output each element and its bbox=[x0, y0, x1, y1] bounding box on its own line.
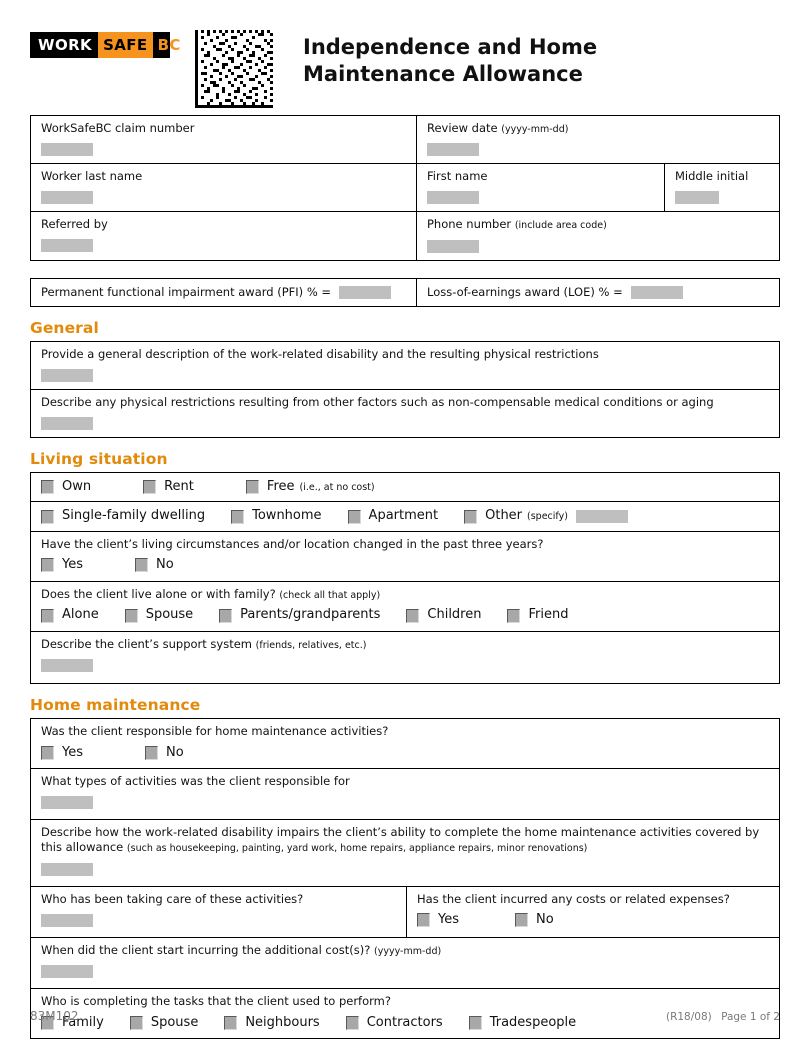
checkbox-icon[interactable] bbox=[135, 558, 148, 572]
last-name-input[interactable] bbox=[41, 191, 93, 204]
page-header bbox=[30, 0, 780, 115]
review-date-input[interactable] bbox=[427, 143, 479, 156]
living-situation-table bbox=[30, 472, 780, 684]
costs-incurred-cell bbox=[406, 887, 779, 937]
data-matrix-barcode-icon bbox=[195, 30, 273, 108]
checkbox-label: No bbox=[166, 744, 184, 760]
pfi-award-label: Permanent functional impairment award (PFI) % = bbox=[41, 284, 332, 299]
checkbox-label: Yes bbox=[62, 557, 83, 573]
start-date-hint: (yyyy-mm-dd) bbox=[374, 945, 442, 957]
activity-types-cell bbox=[31, 769, 779, 819]
checkbox-label: No bbox=[156, 557, 174, 573]
general-table bbox=[30, 341, 780, 438]
table-row bbox=[31, 582, 779, 632]
checkbox-icon[interactable] bbox=[246, 480, 259, 494]
table-row bbox=[31, 769, 779, 820]
living-changed-cell bbox=[31, 532, 779, 581]
page-footer bbox=[30, 1009, 780, 1023]
last-name-cell bbox=[31, 164, 416, 211]
other-dwelling-input[interactable] bbox=[576, 510, 628, 523]
table-row bbox=[31, 342, 779, 390]
checkbox-item-rent[interactable] bbox=[143, 480, 194, 494]
checkbox-label: Rent bbox=[164, 479, 194, 495]
loe-award-input[interactable] bbox=[631, 286, 683, 299]
review-date-hint: (yyyy-mm-dd) bbox=[501, 124, 569, 135]
checkbox-item-alone[interactable] bbox=[41, 608, 99, 622]
checkbox-label: Children bbox=[427, 607, 482, 623]
checkbox-label: Spouse bbox=[145, 607, 194, 623]
caretaker-cell bbox=[31, 887, 406, 937]
checkbox-icon[interactable] bbox=[406, 609, 419, 623]
household-hint: (check all that apply) bbox=[279, 589, 381, 601]
checkbox-icon[interactable] bbox=[507, 609, 520, 623]
checkbox-icon[interactable] bbox=[143, 480, 156, 494]
checkbox-icon[interactable] bbox=[41, 609, 54, 623]
table-row bbox=[31, 390, 779, 437]
checkbox-item-costs-no[interactable] bbox=[515, 913, 554, 927]
table-row bbox=[31, 938, 779, 989]
pfi-award-cell bbox=[31, 279, 416, 307]
checkbox-label: Other bbox=[485, 508, 523, 524]
caretaker-label: Who has been taking care of these activities? bbox=[41, 891, 304, 906]
checkbox-item-spouse[interactable] bbox=[125, 608, 193, 622]
page-title-line1: Independence and Home bbox=[303, 35, 598, 59]
phone-number-cell bbox=[416, 212, 779, 259]
checkbox-label: Alone bbox=[62, 607, 99, 623]
checkbox-icon[interactable] bbox=[515, 913, 528, 927]
review-date-label: Review date (yyyy-mm-dd) bbox=[427, 121, 569, 135]
checkbox-item-living-changed-no[interactable] bbox=[135, 558, 174, 572]
home-maintenance-table bbox=[30, 718, 780, 1039]
tenure-cell bbox=[31, 473, 779, 501]
review-date-cell bbox=[416, 116, 779, 163]
checkbox-item-friend[interactable] bbox=[507, 608, 568, 622]
checkbox-label: Single-family dwelling bbox=[62, 508, 206, 524]
costs-incurred-label: Has the client incurred any costs or related expenses? bbox=[417, 891, 730, 906]
checkbox-icon[interactable] bbox=[41, 510, 54, 524]
dwelling-type-cell bbox=[31, 502, 779, 530]
checkbox-item-single-family-dwelling[interactable] bbox=[41, 509, 205, 523]
checkbox-label: Free bbox=[266, 479, 295, 495]
first-name-cell bbox=[416, 164, 664, 211]
checkbox-item-living-changed-yes[interactable] bbox=[41, 558, 83, 572]
checkbox-icon[interactable] bbox=[231, 510, 244, 524]
phone-number-hint: (include area code) bbox=[514, 220, 607, 232]
impairment-description-cell bbox=[31, 820, 779, 886]
support-system-hint: (friends, relatives, etc.) bbox=[255, 639, 367, 651]
table-row bbox=[31, 719, 779, 769]
checkbox-label: Spouse bbox=[150, 1014, 199, 1030]
referred-by-input[interactable] bbox=[41, 239, 93, 252]
checkbox-item-responsible-no[interactable] bbox=[145, 746, 184, 760]
loe-award-label: Loss-of-earnings award (LOE) % = bbox=[427, 284, 623, 299]
first-name-label: First name bbox=[427, 169, 488, 184]
checkbox-icon[interactable] bbox=[41, 746, 54, 760]
claim-number-input[interactable] bbox=[41, 143, 93, 156]
claim-info-table bbox=[30, 115, 780, 261]
claim-number-cell bbox=[31, 116, 416, 163]
household-label: Does the client live alone or with family? (check all that apply) bbox=[41, 586, 381, 601]
pfi-award-input[interactable] bbox=[339, 286, 391, 299]
impairment-description-label: Describe how the work-related disability impairs the client’s ability to complete the home maintenance activities covered by this allowance (such as housekeeping, painting, yard work, home repairs, appliance repairs, minor renovations) bbox=[41, 824, 760, 855]
dwelling-checkbox-group bbox=[41, 509, 771, 523]
page-number: Page 1 of 2 bbox=[721, 1011, 780, 1023]
table-row bbox=[31, 164, 779, 212]
caretaker-input[interactable] bbox=[41, 914, 93, 927]
start-date-input[interactable] bbox=[41, 965, 93, 978]
referred-by-cell bbox=[31, 212, 416, 259]
responsible-label: Was the client responsible for home maintenance activities? bbox=[41, 724, 389, 739]
checkbox-label: Parents/grandparents bbox=[240, 607, 381, 623]
table-row bbox=[31, 116, 779, 164]
worksafebc-logo bbox=[30, 32, 181, 58]
referred-by-label: Referred by bbox=[41, 217, 108, 232]
responsible-cell bbox=[31, 719, 779, 768]
start-date-cell bbox=[31, 938, 779, 988]
checkbox-icon[interactable] bbox=[145, 746, 158, 760]
general-description-label: Provide a general description of the work-related disability and the resulting physical restrictions bbox=[41, 347, 599, 362]
checkbox-label: Apartment bbox=[368, 508, 439, 524]
checkbox-icon[interactable] bbox=[464, 510, 477, 524]
section-heading-general: General bbox=[30, 319, 99, 338]
footer-right bbox=[666, 1011, 780, 1023]
activity-types-input[interactable] bbox=[41, 796, 93, 809]
award-table bbox=[30, 278, 780, 308]
checkbox-label: Yes bbox=[62, 744, 83, 760]
other-restrictions-label: Describe any physical restrictions resulting from other factors such as non-compensable medical conditions or aging bbox=[41, 395, 714, 410]
claim-number-label: WorkSafeBC claim number bbox=[41, 121, 195, 135]
household-checkbox-group bbox=[41, 608, 771, 622]
household-cell bbox=[31, 582, 779, 631]
general-description-input[interactable] bbox=[41, 369, 93, 382]
checkbox-label: Family bbox=[62, 1014, 104, 1030]
section-heading-living-situation: Living situation bbox=[30, 450, 168, 469]
section-heading-home-maintenance: Home maintenance bbox=[30, 696, 201, 715]
performers-label: Who is completing the tasks that the client used to perform? bbox=[41, 994, 391, 1008]
checkbox-icon[interactable] bbox=[219, 609, 232, 623]
middle-initial-cell bbox=[664, 164, 779, 211]
logo-word-work: WORK bbox=[38, 35, 93, 54]
table-row bbox=[31, 473, 779, 502]
checkbox-label: Yes bbox=[438, 912, 459, 928]
checkbox-icon[interactable] bbox=[348, 510, 361, 524]
checkbox-item-other-dwelling[interactable] bbox=[464, 509, 628, 523]
support-system-label: Describe the client’s support system (friends, relatives, etc.) bbox=[41, 636, 367, 651]
support-system-cell bbox=[31, 632, 779, 683]
phone-number-label: Phone number (include area code) bbox=[427, 217, 607, 232]
table-row bbox=[31, 532, 779, 582]
table-row bbox=[31, 887, 779, 938]
other-restrictions-cell bbox=[31, 390, 779, 437]
checkbox-item-responsible-yes[interactable] bbox=[41, 746, 83, 760]
loe-award-cell bbox=[416, 279, 779, 307]
checkbox-item-townhome[interactable] bbox=[231, 509, 321, 523]
table-row bbox=[31, 502, 779, 531]
other-restrictions-input[interactable] bbox=[41, 417, 93, 430]
checkbox-label: No bbox=[536, 912, 554, 928]
middle-initial-label: Middle initial bbox=[675, 169, 749, 184]
last-name-label: Worker last name bbox=[41, 169, 143, 184]
checkbox-label: Neighbours bbox=[245, 1014, 320, 1030]
checkbox-item-free[interactable] bbox=[246, 480, 375, 494]
first-name-input[interactable] bbox=[427, 191, 479, 204]
checkbox-label: Contractors bbox=[366, 1014, 443, 1030]
checkbox-label: Own bbox=[62, 479, 92, 495]
tenure-checkbox-group bbox=[41, 480, 771, 494]
activity-types-label: What types of activities was the client responsible for bbox=[41, 773, 350, 788]
checkbox-item-children[interactable] bbox=[406, 608, 481, 622]
responsible-checkbox-group bbox=[41, 746, 771, 760]
page-title-line2: Maintenance Allowance bbox=[303, 61, 583, 86]
logo-word-bc: BC bbox=[157, 35, 181, 54]
free-hint: (i.e., at no cost) bbox=[299, 481, 375, 493]
phone-number-input[interactable] bbox=[427, 240, 479, 253]
checkbox-item-parents-grandparents[interactable] bbox=[219, 608, 380, 622]
checkbox-item-costs-yes[interactable] bbox=[417, 913, 459, 927]
checkbox-item-apartment[interactable] bbox=[348, 509, 439, 523]
living-changed-label: Have the client’s living circumstances and/or location changed in the past three years? bbox=[41, 536, 544, 551]
living-changed-checkbox-group bbox=[41, 558, 771, 572]
checkbox-icon[interactable] bbox=[417, 913, 430, 927]
page-title bbox=[303, 30, 597, 88]
impairment-description-input[interactable] bbox=[41, 863, 93, 876]
checkbox-icon[interactable] bbox=[41, 558, 54, 572]
checkbox-icon[interactable] bbox=[125, 609, 138, 623]
checkbox-label: Townhome bbox=[252, 508, 322, 524]
checkbox-label: Tradespeople bbox=[489, 1014, 577, 1030]
logo-word-safe: SAFE bbox=[98, 32, 153, 58]
start-date-label: When did the client start incurring the additional cost(s)? (yyyy-mm-dd) bbox=[41, 942, 442, 957]
checkbox-icon[interactable] bbox=[41, 480, 54, 494]
middle-initial-input[interactable] bbox=[675, 191, 719, 204]
table-row bbox=[31, 632, 779, 683]
other-dwelling-hint: (specify) bbox=[527, 511, 568, 523]
table-row bbox=[31, 212, 779, 259]
table-row bbox=[31, 279, 779, 307]
form-revision: (R18/08) bbox=[665, 1011, 712, 1023]
costs-incurred-checkbox-group bbox=[417, 913, 771, 927]
general-description-cell bbox=[31, 342, 779, 389]
checkbox-item-own[interactable] bbox=[41, 480, 91, 494]
support-system-input[interactable] bbox=[41, 659, 93, 672]
checkbox-label: Friend bbox=[528, 607, 569, 623]
impairment-description-hint: (such as housekeeping, painting, yard work, home repairs, appliance repairs, minor renovations) bbox=[126, 843, 588, 855]
form-code: 83M102 bbox=[30, 1009, 79, 1023]
table-row bbox=[31, 820, 779, 887]
